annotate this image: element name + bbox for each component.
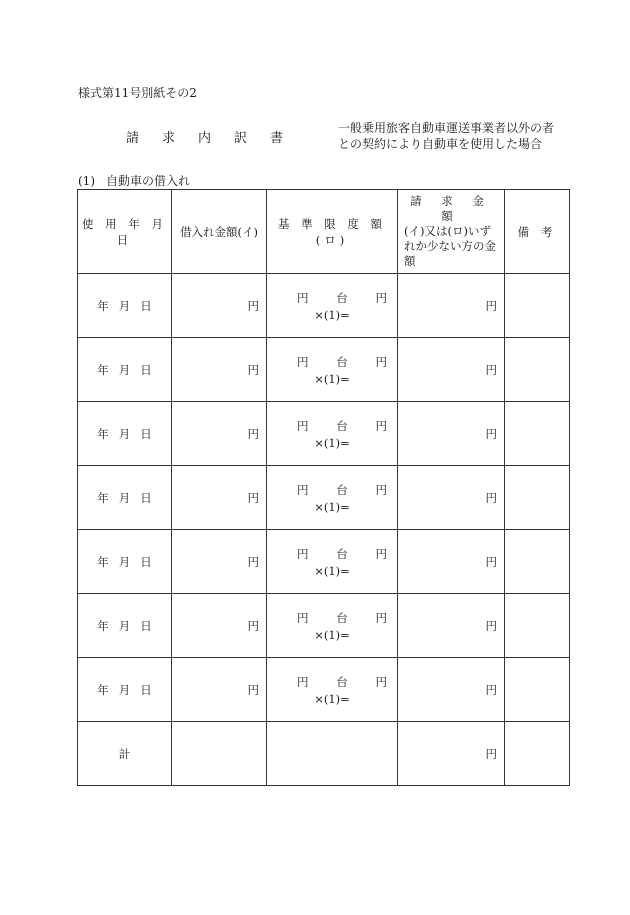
section-number: (1) bbox=[78, 174, 95, 188]
std-unit-yen: 円 bbox=[297, 354, 309, 369]
remarks-cell[interactable] bbox=[505, 466, 570, 530]
std-unit-yen: 円 bbox=[375, 354, 387, 369]
day-unit: 日 bbox=[140, 298, 152, 313]
date-cell[interactable] bbox=[78, 466, 172, 530]
rent-cell[interactable]: 円 bbox=[172, 338, 267, 402]
remarks-cell[interactable] bbox=[505, 402, 570, 466]
claim-cell[interactable]: 円 bbox=[398, 466, 505, 530]
standard-line bbox=[267, 546, 397, 562]
standard-line bbox=[267, 418, 397, 434]
std-unit-yen: 円 bbox=[375, 482, 387, 497]
table-row bbox=[78, 402, 570, 466]
year-unit: 年 bbox=[97, 618, 109, 633]
remarks-cell[interactable] bbox=[505, 274, 570, 338]
rent-cell[interactable]: 円 bbox=[172, 594, 267, 658]
standard-cell[interactable] bbox=[267, 530, 398, 594]
total-rent-cell[interactable] bbox=[172, 722, 267, 786]
date-cell[interactable] bbox=[78, 338, 172, 402]
table-row bbox=[78, 658, 570, 722]
standard-line bbox=[267, 610, 397, 626]
remarks-cell[interactable] bbox=[505, 658, 570, 722]
claim-cell[interactable]: 円 bbox=[398, 530, 505, 594]
title-char: 訳 bbox=[234, 131, 248, 146]
standard-line bbox=[267, 290, 397, 306]
month-unit: 月 bbox=[118, 554, 131, 569]
std-formula: ×(1)= bbox=[314, 563, 350, 578]
std-unit-yen: 円 bbox=[297, 482, 309, 497]
document-title bbox=[126, 127, 306, 146]
day-unit: 日 bbox=[140, 682, 152, 697]
claim-cell[interactable]: 円 bbox=[398, 594, 505, 658]
std-unit-vehicles: 台 bbox=[336, 290, 348, 305]
scope-note bbox=[338, 120, 554, 152]
total-claim-cell[interactable]: 円 bbox=[398, 722, 505, 786]
std-unit-yen: 円 bbox=[375, 418, 387, 433]
std-unit-vehicles: 台 bbox=[336, 546, 348, 561]
std-formula: ×(1)= bbox=[314, 435, 350, 450]
std-unit-yen: 円 bbox=[375, 290, 387, 305]
standard-line bbox=[267, 354, 397, 370]
table-row bbox=[78, 338, 570, 402]
std-unit-yen: 円 bbox=[297, 418, 309, 433]
std-unit-yen: 円 bbox=[297, 290, 309, 305]
title-char: 請 bbox=[126, 131, 140, 146]
remarks-cell[interactable] bbox=[505, 530, 570, 594]
standard-cell[interactable] bbox=[267, 658, 398, 722]
standard-cell[interactable] bbox=[267, 466, 398, 530]
date-cell[interactable] bbox=[78, 402, 172, 466]
standard-cell[interactable] bbox=[267, 274, 398, 338]
standard-cell[interactable] bbox=[267, 402, 398, 466]
day-unit: 日 bbox=[140, 426, 152, 441]
month-unit: 月 bbox=[118, 618, 131, 633]
header-rent: 借入れ金額(イ) bbox=[172, 190, 267, 274]
total-label: 計 bbox=[78, 722, 172, 786]
std-unit-vehicles: 台 bbox=[336, 418, 348, 433]
date-cell[interactable] bbox=[78, 274, 172, 338]
std-unit-yen: 円 bbox=[297, 674, 309, 689]
scope-line: との契約により自動車を使用した場合 bbox=[338, 137, 543, 151]
month-unit: 月 bbox=[118, 682, 131, 697]
rent-cell[interactable]: 円 bbox=[172, 658, 267, 722]
total-standard-cell[interactable] bbox=[267, 722, 398, 786]
title-char: 書 bbox=[270, 131, 284, 146]
std-unit-yen: 円 bbox=[297, 546, 309, 561]
title-char: 求 bbox=[162, 131, 176, 146]
rent-cell[interactable]: 円 bbox=[172, 402, 267, 466]
breakdown-table bbox=[77, 189, 570, 786]
std-unit-yen: 円 bbox=[375, 674, 387, 689]
rent-cell[interactable]: 円 bbox=[172, 530, 267, 594]
standard-line bbox=[267, 674, 397, 690]
std-unit-vehicles: 台 bbox=[336, 482, 348, 497]
std-formula: ×(1)= bbox=[314, 627, 350, 642]
date-cell[interactable] bbox=[78, 594, 172, 658]
std-formula: ×(1)= bbox=[314, 691, 350, 706]
year-unit: 年 bbox=[97, 362, 109, 377]
table-row bbox=[78, 274, 570, 338]
standard-cell[interactable] bbox=[267, 338, 398, 402]
claim-cell[interactable]: 円 bbox=[398, 658, 505, 722]
month-unit: 月 bbox=[118, 426, 131, 441]
header-row bbox=[78, 190, 570, 274]
section-label: 自動車の借入れ bbox=[106, 174, 191, 188]
claim-cell[interactable]: 円 bbox=[398, 338, 505, 402]
remarks-cell[interactable] bbox=[505, 594, 570, 658]
rent-cell[interactable]: 円 bbox=[172, 274, 267, 338]
standard-cell[interactable] bbox=[267, 594, 398, 658]
date-cell[interactable] bbox=[78, 530, 172, 594]
header-standard: 基 準 限 度 額(ロ) bbox=[267, 190, 398, 274]
section-heading bbox=[78, 172, 190, 189]
header-claim-rest: (イ)又は(ロ)いずれか少ない方の金額 bbox=[404, 224, 496, 268]
total-remarks-cell[interactable] bbox=[505, 722, 570, 786]
claim-cell[interactable]: 円 bbox=[398, 402, 505, 466]
year-unit: 年 bbox=[97, 426, 109, 441]
header-date: 使 用 年 月 日 bbox=[78, 190, 172, 274]
table-row bbox=[78, 594, 570, 658]
month-unit: 月 bbox=[118, 362, 131, 377]
header-remarks: 備 考 bbox=[505, 190, 570, 274]
scope-line: 一般乗用旅客自動車運送事業者以外の者 bbox=[338, 121, 555, 135]
std-formula: ×(1)= bbox=[314, 307, 350, 322]
std-unit-vehicles: 台 bbox=[336, 354, 348, 369]
claim-cell[interactable]: 円 bbox=[398, 274, 505, 338]
std-formula: ×(1)= bbox=[314, 371, 350, 386]
rent-cell[interactable]: 円 bbox=[172, 466, 267, 530]
table-row bbox=[78, 530, 570, 594]
date-cell[interactable] bbox=[78, 658, 172, 722]
header-claim-top: 請 求 金 額 bbox=[410, 194, 492, 223]
month-unit: 月 bbox=[118, 298, 131, 313]
standard-line bbox=[267, 482, 397, 498]
std-formula: ×(1)= bbox=[314, 499, 350, 514]
year-unit: 年 bbox=[97, 490, 109, 505]
std-unit-vehicles: 台 bbox=[336, 674, 348, 689]
form-number: 様式第11号別紙その2 bbox=[78, 86, 197, 100]
remarks-cell[interactable] bbox=[505, 338, 570, 402]
day-unit: 日 bbox=[140, 554, 152, 569]
year-unit: 年 bbox=[97, 298, 109, 313]
std-unit-yen: 円 bbox=[297, 610, 309, 625]
header-claim bbox=[398, 190, 505, 274]
month-unit: 月 bbox=[118, 490, 131, 505]
day-unit: 日 bbox=[140, 490, 152, 505]
total-row bbox=[78, 722, 570, 786]
table-row bbox=[78, 466, 570, 530]
day-unit: 日 bbox=[140, 362, 152, 377]
year-unit: 年 bbox=[97, 554, 109, 569]
year-unit: 年 bbox=[97, 682, 109, 697]
day-unit: 日 bbox=[140, 618, 152, 633]
std-unit-yen: 円 bbox=[375, 610, 387, 625]
title-char: 内 bbox=[198, 131, 212, 146]
std-unit-vehicles: 台 bbox=[336, 610, 348, 625]
std-unit-yen: 円 bbox=[375, 546, 387, 561]
